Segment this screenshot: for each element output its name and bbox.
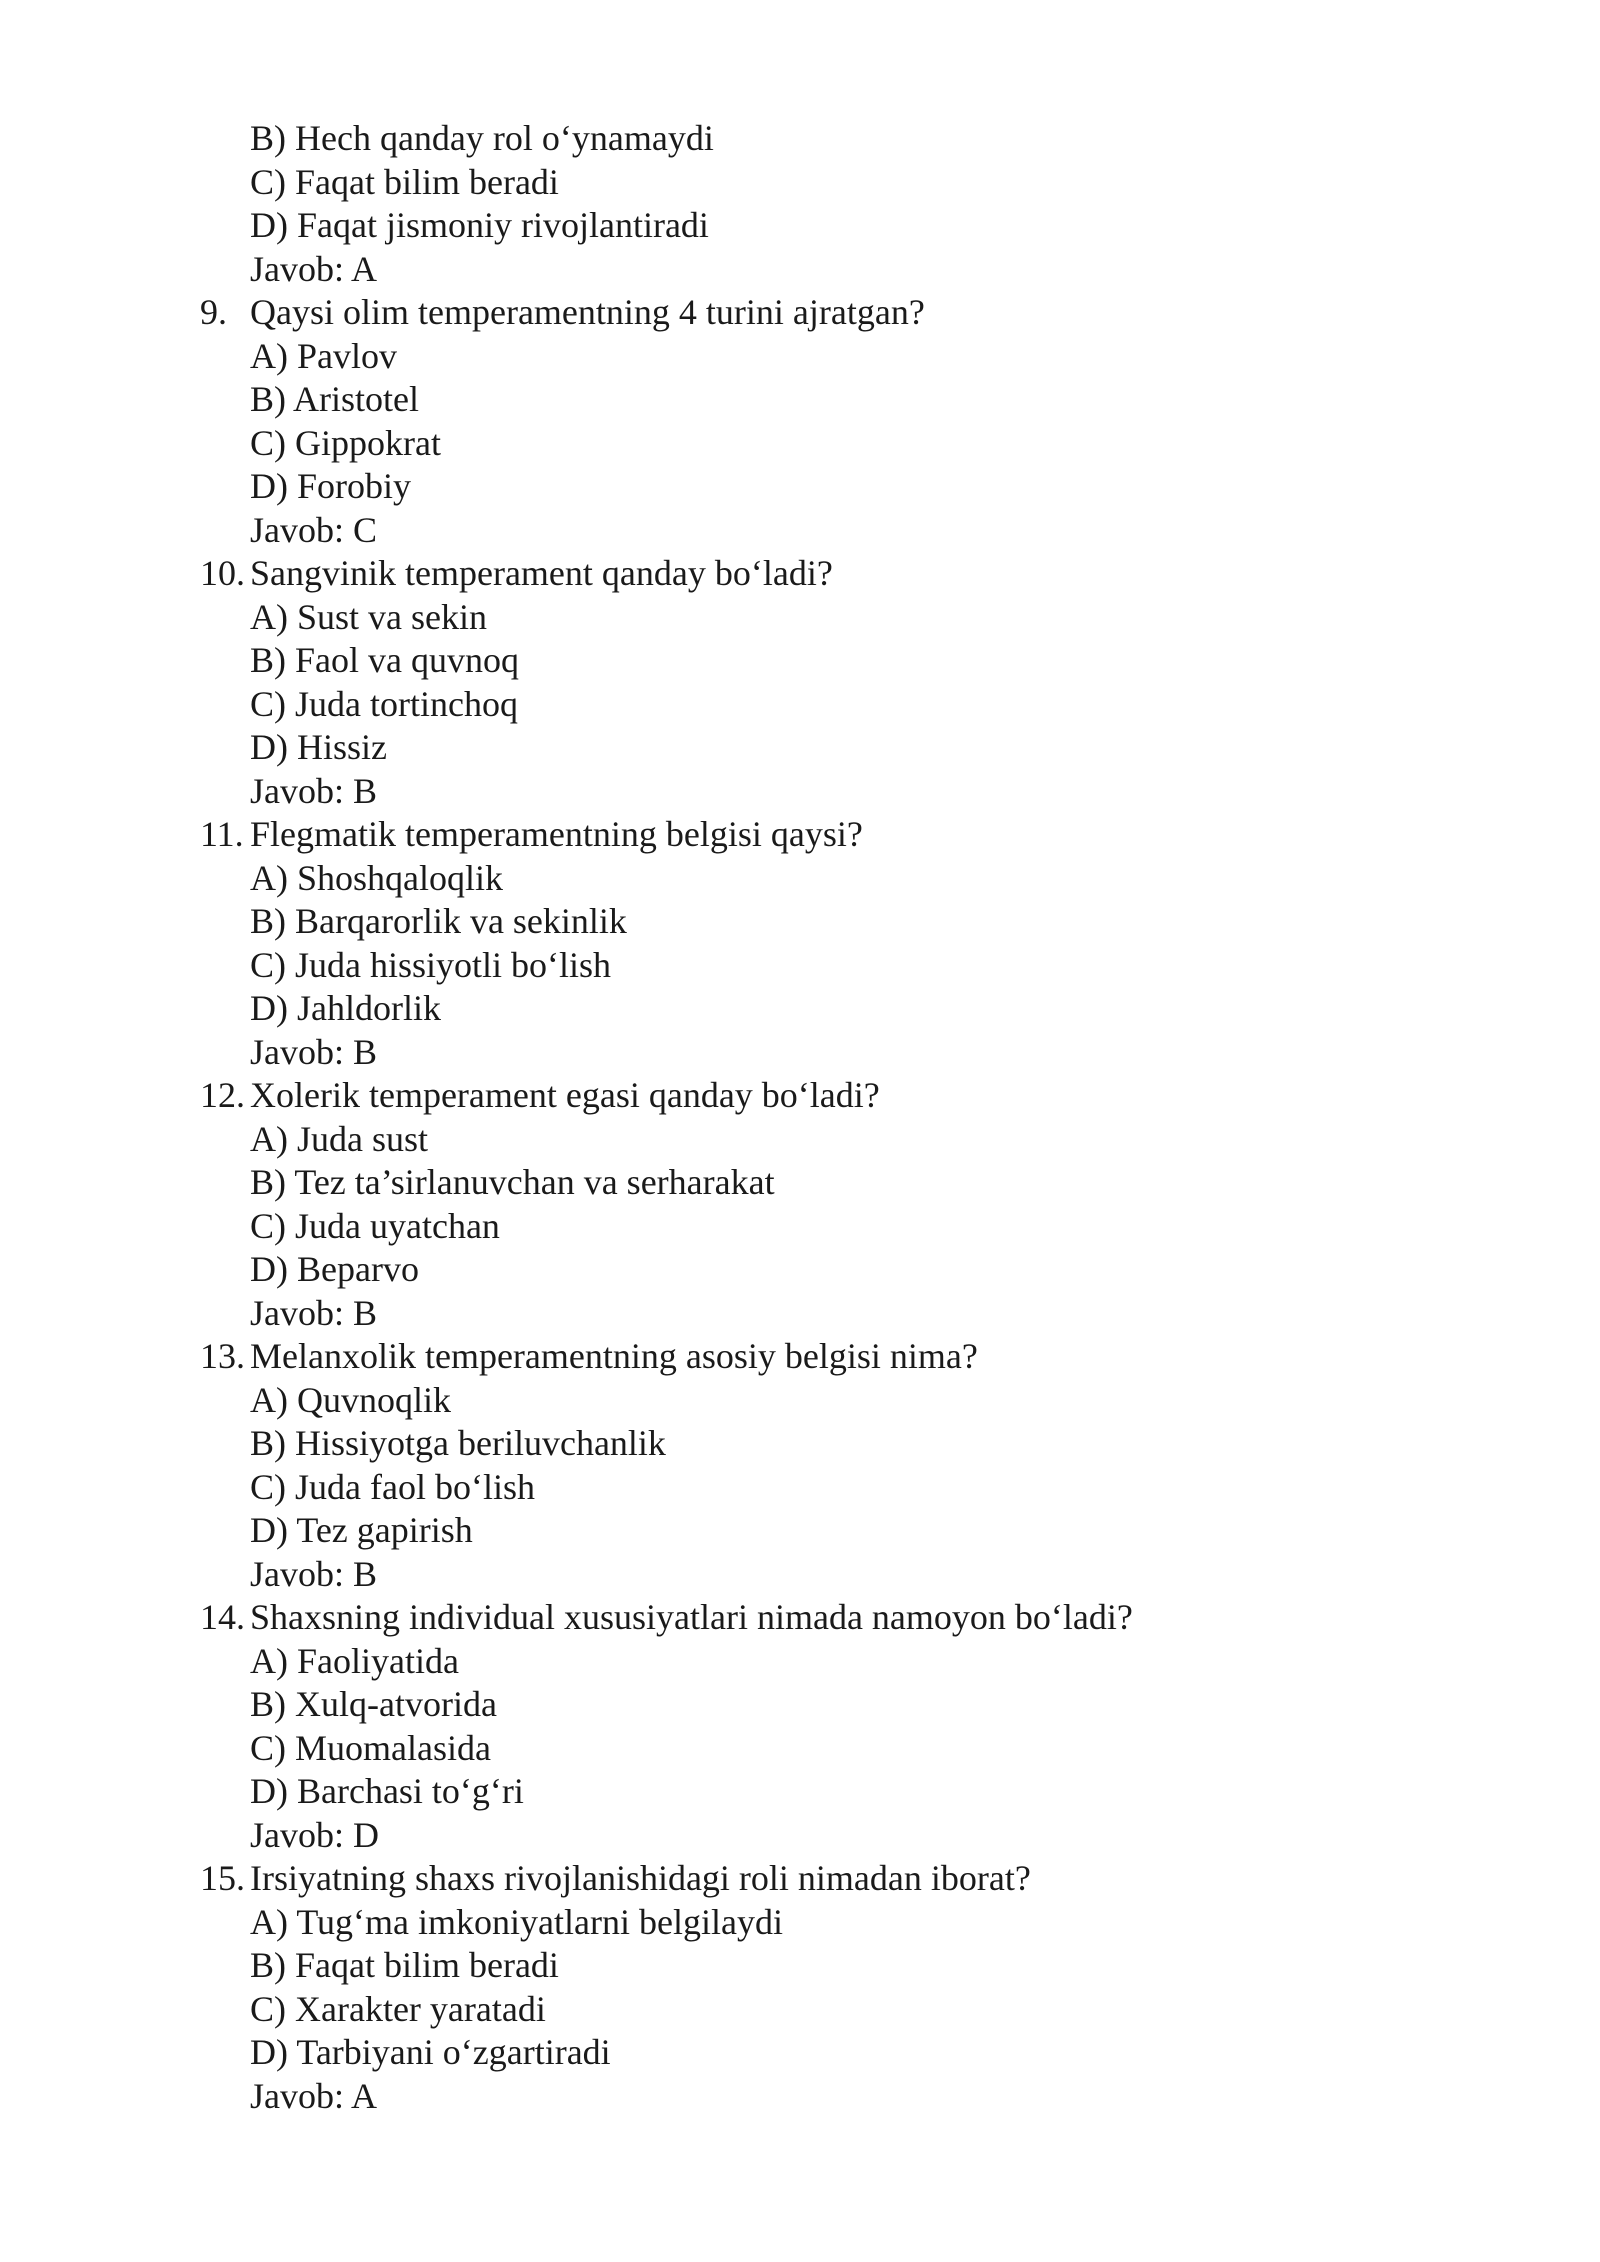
answer-option: D) Beparvo xyxy=(250,1249,419,1289)
answer-option: B) Xulq-atvorida xyxy=(250,1684,497,1724)
answer-option: D) Barchasi to‘g‘ri xyxy=(250,1771,524,1811)
question-number: 9. xyxy=(200,292,227,332)
answer-option: B) Hissiyotga beriluvchanlik xyxy=(250,1423,666,1463)
answer-option: A) Quvnoqlik xyxy=(250,1379,451,1420)
question-text: Qaysi olim temperamentning 4 turini ajratgan? xyxy=(250,292,925,332)
answer-option: C) Juda uyatchan xyxy=(250,1205,500,1246)
question-text: Xolerik temperament egasi qanday bo‘ladi? xyxy=(250,1075,880,1115)
question-line xyxy=(0,1074,1600,1118)
answer-option: C) Muomalasida xyxy=(250,1727,491,1768)
quiz-content xyxy=(0,117,1600,2118)
answer-key: Javob: B xyxy=(250,1292,378,1333)
answer-option: D) Jahldorlik xyxy=(250,988,441,1028)
answer-option: B) Aristotel xyxy=(250,379,419,419)
question-text: Irsiyatning shaxs rivojlanishidagi roli nimadan iborat? xyxy=(250,1858,1031,1898)
answer-option: B) Faol va quvnoq xyxy=(250,640,519,680)
question-number: 10. xyxy=(200,553,245,593)
question-block xyxy=(0,1335,1600,1596)
answer-key: Javob: C xyxy=(250,509,378,550)
answer-option: A) Pavlov xyxy=(250,335,397,376)
answer-option: C) Xarakter yaratadi xyxy=(250,1988,546,2029)
answer-option: A) Faoliyatida xyxy=(250,1640,459,1681)
answer-option: D) Forobiy xyxy=(250,466,411,506)
question-block xyxy=(0,1596,1600,1857)
answer-option: B) Tez ta’sirlanuvchan va serharakat xyxy=(250,1162,775,1202)
question-line xyxy=(0,552,1600,596)
answer-option: D) Faqat jismoniy rivojlantiradi xyxy=(250,205,709,245)
answer-option: D) Hissiz xyxy=(250,727,387,767)
question-line xyxy=(0,1857,1600,1901)
answer-option: B) Hech qanday rol o‘ynamaydi xyxy=(250,118,714,158)
answer-option: A) Sust va sekin xyxy=(250,596,487,637)
answer-key: Javob: B xyxy=(250,1553,378,1594)
question-block xyxy=(0,1857,1600,2118)
question-text: Shaxsning individual xususiyatlari nimada namoyon bo‘ladi? xyxy=(250,1597,1133,1637)
answer-option: C) Juda tortinchoq xyxy=(250,683,518,724)
question-number: 13. xyxy=(200,1336,245,1376)
answer-option: A) Juda sust xyxy=(250,1118,428,1159)
answer-option: B) Barqarorlik va sekinlik xyxy=(250,901,627,941)
answer-option: A) Shoshqaloqlik xyxy=(250,857,504,898)
question-block xyxy=(0,813,1600,1074)
question-number: 14. xyxy=(200,1597,245,1637)
question-text: Melanxolik temperamentning asosiy belgisi nima? xyxy=(250,1336,978,1376)
answer-option: D) Tez gapirish xyxy=(250,1510,473,1550)
answer-option: D) Tarbiyani o‘zgartiradi xyxy=(250,2032,611,2072)
question-block xyxy=(0,291,1600,552)
question-text: Flegmatik temperamentning belgisi qaysi? xyxy=(250,814,863,854)
carryover-block xyxy=(0,117,1600,291)
answer-option: C) Faqat bilim beradi xyxy=(250,161,559,202)
question-line xyxy=(0,1335,1600,1379)
question-block xyxy=(0,552,1600,813)
question-line xyxy=(0,1596,1600,1640)
question-number: 15. xyxy=(200,1858,245,1898)
question-line xyxy=(0,291,1600,335)
answer-key: Javob: A xyxy=(250,2075,378,2116)
question-line xyxy=(0,813,1600,857)
answer-option: C) Gippokrat xyxy=(250,422,441,463)
answer-option: C) Juda hissiyotli bo‘lish xyxy=(250,944,612,985)
answer-key: Javob: B xyxy=(250,770,378,811)
answer-key: Javob: D xyxy=(250,1814,379,1855)
question-number: 12. xyxy=(200,1075,245,1115)
question-block xyxy=(0,1074,1600,1335)
answer-option: C) Juda faol bo‘lish xyxy=(250,1466,535,1507)
answer-option: B) Faqat bilim beradi xyxy=(250,1945,559,1985)
answer-option: A) Tug‘ma imkoniyatlarni belgilaydi xyxy=(250,1901,783,1942)
question-text: Sangvinik temperament qanday bo‘ladi? xyxy=(250,553,833,593)
answer-key: Javob: A xyxy=(250,248,378,289)
question-number: 11. xyxy=(200,814,244,854)
answer-key: Javob: B xyxy=(250,1031,378,1072)
